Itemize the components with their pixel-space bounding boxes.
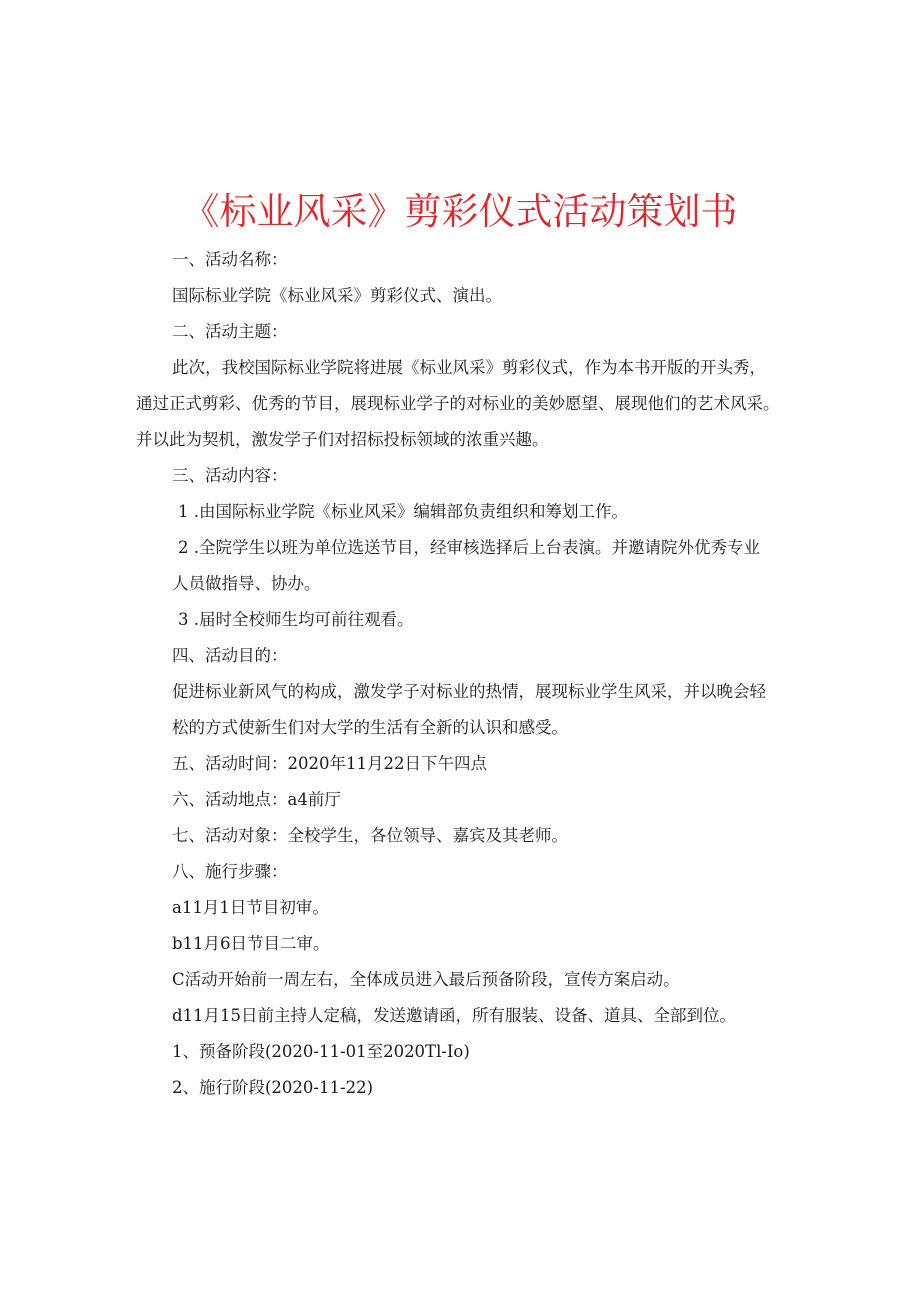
section-heading-activity-name: 一、活动名称： (172, 250, 288, 269)
section-heading-activity-location: 六、活动地点：a4前厅 (172, 790, 341, 809)
section-heading-activity-theme: 二、活动主题： (172, 322, 288, 341)
list-item: d11月15日前主持人定稿，发送邀请函，所有服装、设备、道具、全部到位。 (172, 1006, 737, 1025)
section-heading-activity-purpose: 四、活动目的： (172, 646, 288, 665)
list-item: 1 .由国际标业学院《标业风采》编辑部负责组织和筹划工作。 (178, 502, 628, 521)
list-item: b11月6日节目二审。 (172, 934, 330, 953)
section-heading-activity-audience: 七、活动对象：全校学生，各位领导、嘉宾及其老师。 (172, 826, 568, 845)
list-item: 1、预备阶段(2020-11-01至2020Tl-Io) (172, 1042, 470, 1061)
list-item: 2、施行阶段(2020-11-22) (172, 1078, 374, 1097)
paragraph-line: 通过正式剪彩、优秀的节目，展现标业学子的对标业的美妙愿望、展现他们的艺术风采。 (136, 394, 780, 413)
paragraph-line: 并以此为契机，激发学子们对招标投标领域的浓重兴趣。 (136, 430, 549, 449)
paragraph-line: 促进标业新风气的构成，激发学子对标业的热情，展现标业学生风采，并以晚会轻 (172, 682, 766, 701)
paragraph-line: 国际标业学院《标业风采》剪彩仪式、演出。 (172, 286, 502, 305)
list-item: 3 .届时全校师生均可前往观看。 (178, 610, 414, 629)
section-heading-implementation-steps: 八、施行步骤： (172, 862, 288, 881)
list-item: 2 .全院学生以班为单位选送节目，经审核选择后上台表演。并邀请院外优秀专业 (178, 538, 760, 557)
section-heading-activity-content: 三、活动内容： (172, 466, 288, 485)
list-item: C活动开始前一周左右，全体成员进入最后预备阶段，宣传方案启动。 (172, 970, 680, 989)
paragraph-line: 此次，我校国际标业学院将进展《标业风采》剪彩仪式，作为本书开版的开头秀， (172, 358, 766, 377)
paragraph-line: 人员做指导、协办。 (172, 574, 321, 593)
list-item: a11月1日节目初审。 (172, 898, 329, 917)
paragraph-line: 松的方式使新生们对大学的生活有全新的认识和感受。 (172, 718, 568, 737)
document-title: 《标业风采》剪彩仪式活动策划书 (182, 190, 738, 233)
section-heading-activity-time: 五、活动时间：2020年11月22日下午四点 (172, 754, 487, 773)
